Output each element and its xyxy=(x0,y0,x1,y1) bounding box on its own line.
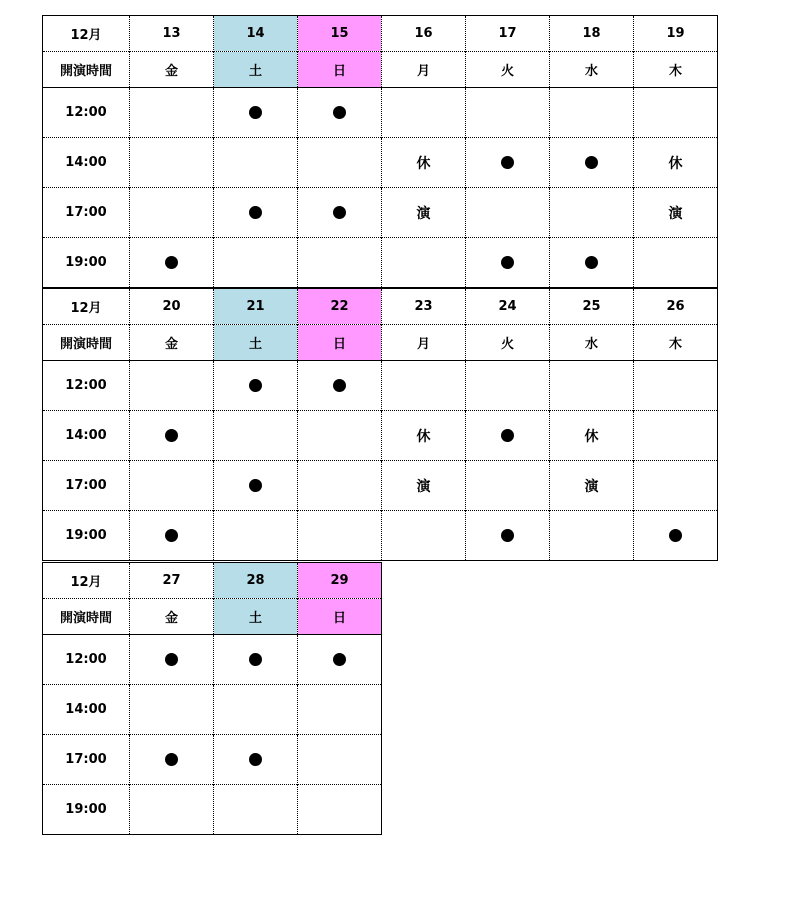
schedule-cell xyxy=(466,188,550,238)
schedule-cell xyxy=(382,511,466,561)
date-header: 14 xyxy=(214,16,298,52)
weekday-header: 木 xyxy=(634,325,718,361)
date-header: 28 xyxy=(214,563,298,599)
date-header: 19 xyxy=(634,16,718,52)
schedule-cell xyxy=(550,138,634,188)
date-header: 20 xyxy=(130,289,214,325)
date-row xyxy=(43,289,718,325)
schedule-cell xyxy=(130,511,214,561)
performance-dot-icon xyxy=(249,653,262,666)
start-time-label: 開演時間 xyxy=(43,52,130,88)
schedule-cell xyxy=(214,635,298,685)
schedule-cell xyxy=(382,138,466,188)
performance-dot-icon xyxy=(585,156,598,169)
time-slot-row xyxy=(43,735,382,785)
schedule-week-1 xyxy=(42,15,718,288)
weekday-header: 土 xyxy=(214,599,298,635)
schedule-cell xyxy=(634,411,718,461)
weekday-header: 土 xyxy=(214,52,298,88)
time-label: 17:00 xyxy=(43,188,130,238)
performance-dot-icon xyxy=(333,653,346,666)
cell-text: 演 xyxy=(416,205,431,222)
schedule-cell xyxy=(382,188,466,238)
performance-dot-icon xyxy=(249,106,262,119)
schedule-cell xyxy=(298,361,382,411)
performance-dot-icon xyxy=(165,653,178,666)
schedule-cell xyxy=(466,88,550,138)
date-header: 16 xyxy=(382,16,466,52)
schedule-cell xyxy=(214,785,298,835)
schedule-week-3 xyxy=(42,562,382,835)
time-label: 12:00 xyxy=(43,88,130,138)
weekday-header: 日 xyxy=(298,599,382,635)
performance-dot-icon xyxy=(165,429,178,442)
weekday-header: 水 xyxy=(550,52,634,88)
schedule-cell xyxy=(130,785,214,835)
schedule-cell xyxy=(214,735,298,785)
cell-text: 演 xyxy=(584,478,599,495)
schedule-cell xyxy=(130,635,214,685)
time-slot-row xyxy=(43,238,718,288)
time-slot-row xyxy=(43,411,718,461)
schedule-cell xyxy=(550,238,634,288)
time-label: 12:00 xyxy=(43,635,130,685)
cell-text: 演 xyxy=(668,205,683,222)
date-header: 13 xyxy=(130,16,214,52)
schedule-cell xyxy=(466,238,550,288)
weekday-header: 日 xyxy=(298,325,382,361)
time-label: 17:00 xyxy=(43,735,130,785)
date-header: 22 xyxy=(298,289,382,325)
month-label: 12月 xyxy=(43,563,130,599)
time-slot-row xyxy=(43,188,718,238)
performance-dot-icon xyxy=(501,256,514,269)
schedule-cell xyxy=(382,238,466,288)
schedule-cell xyxy=(214,238,298,288)
schedule-cell xyxy=(466,461,550,511)
schedule-cell xyxy=(634,238,718,288)
date-header: 27 xyxy=(130,563,214,599)
performance-dot-icon xyxy=(249,753,262,766)
schedule-cell xyxy=(130,735,214,785)
date-header: 26 xyxy=(634,289,718,325)
time-slot-row xyxy=(43,511,718,561)
weekday-header: 日 xyxy=(298,52,382,88)
time-label: 17:00 xyxy=(43,461,130,511)
schedule-cell xyxy=(298,238,382,288)
time-label: 19:00 xyxy=(43,785,130,835)
schedule-cell xyxy=(550,88,634,138)
schedule-cell xyxy=(298,685,382,735)
time-slot-row xyxy=(43,138,718,188)
schedule-cell xyxy=(214,88,298,138)
date-header: 18 xyxy=(550,16,634,52)
time-slot-row xyxy=(43,88,718,138)
performance-dot-icon xyxy=(249,479,262,492)
start-time-label: 開演時間 xyxy=(43,325,130,361)
schedule-cell xyxy=(298,785,382,835)
date-header: 21 xyxy=(214,289,298,325)
schedule-cell xyxy=(214,411,298,461)
weekday-row xyxy=(43,52,718,88)
time-slot-row xyxy=(43,685,382,735)
time-slot-row xyxy=(43,361,718,411)
weekday-header: 土 xyxy=(214,325,298,361)
time-label: 14:00 xyxy=(43,411,130,461)
weekday-header: 木 xyxy=(634,52,718,88)
schedule-cell xyxy=(130,685,214,735)
schedule-cell xyxy=(214,685,298,735)
schedule-cell xyxy=(130,188,214,238)
schedule-cell xyxy=(214,511,298,561)
schedule-cell xyxy=(298,635,382,685)
schedule-cell xyxy=(298,188,382,238)
schedule-cell xyxy=(298,511,382,561)
date-header: 23 xyxy=(382,289,466,325)
month-label: 12月 xyxy=(43,289,130,325)
performance-dot-icon xyxy=(669,529,682,542)
performance-dot-icon xyxy=(249,379,262,392)
weekday-header: 月 xyxy=(382,325,466,361)
performance-dot-icon xyxy=(501,156,514,169)
cell-text: 休 xyxy=(584,428,599,445)
weekday-header: 水 xyxy=(550,325,634,361)
performance-dot-icon xyxy=(333,379,346,392)
cell-text: 演 xyxy=(416,478,431,495)
time-label: 14:00 xyxy=(43,685,130,735)
schedule-cell xyxy=(130,411,214,461)
date-header: 15 xyxy=(298,16,382,52)
schedule-cell xyxy=(130,361,214,411)
schedule-week-2 xyxy=(42,288,718,561)
time-slot-row xyxy=(43,461,718,511)
time-label: 14:00 xyxy=(43,138,130,188)
schedule-cell xyxy=(298,411,382,461)
schedule-cell xyxy=(634,361,718,411)
schedule-cell xyxy=(298,461,382,511)
cell-text: 休 xyxy=(668,155,683,172)
cell-text: 休 xyxy=(416,155,431,172)
date-header: 25 xyxy=(550,289,634,325)
date-header: 17 xyxy=(466,16,550,52)
date-header: 24 xyxy=(466,289,550,325)
performance-dot-icon xyxy=(333,106,346,119)
weekday-header: 金 xyxy=(130,325,214,361)
weekday-header: 金 xyxy=(130,52,214,88)
month-label: 12月 xyxy=(43,16,130,52)
schedule-cell xyxy=(130,138,214,188)
weekday-header: 火 xyxy=(466,52,550,88)
performance-dot-icon xyxy=(165,256,178,269)
schedule-cell xyxy=(130,461,214,511)
schedule-cell xyxy=(298,138,382,188)
schedule-cell xyxy=(550,188,634,238)
schedule-cell xyxy=(214,361,298,411)
cell-text: 休 xyxy=(416,428,431,445)
schedule-cell xyxy=(634,188,718,238)
schedule-cell xyxy=(214,188,298,238)
schedule-cell xyxy=(466,411,550,461)
time-slot-row xyxy=(43,635,382,685)
schedule-cell xyxy=(634,461,718,511)
weekday-row xyxy=(43,599,382,635)
schedule-cell xyxy=(298,735,382,785)
schedule-cell xyxy=(382,461,466,511)
schedule-cell xyxy=(466,138,550,188)
schedule-cell xyxy=(466,361,550,411)
schedule-cell xyxy=(550,511,634,561)
schedule-cell xyxy=(214,461,298,511)
schedule-cell xyxy=(550,411,634,461)
schedule-cell xyxy=(382,411,466,461)
performance-dot-icon xyxy=(585,256,598,269)
schedule-cell xyxy=(550,361,634,411)
time-slot-row xyxy=(43,785,382,835)
date-row xyxy=(43,563,382,599)
performance-dot-icon xyxy=(249,206,262,219)
schedule-cell xyxy=(634,511,718,561)
weekday-row xyxy=(43,325,718,361)
time-label: 19:00 xyxy=(43,511,130,561)
start-time-label: 開演時間 xyxy=(43,599,130,635)
schedule-cell xyxy=(550,461,634,511)
schedule-cell xyxy=(130,238,214,288)
time-label: 12:00 xyxy=(43,361,130,411)
schedule-cell xyxy=(214,138,298,188)
weekday-header: 火 xyxy=(466,325,550,361)
weekday-header: 金 xyxy=(130,599,214,635)
date-row xyxy=(43,16,718,52)
schedule-cell xyxy=(298,88,382,138)
schedule-cell xyxy=(634,88,718,138)
performance-dot-icon xyxy=(501,429,514,442)
performance-dot-icon xyxy=(501,529,514,542)
schedule-cell xyxy=(382,88,466,138)
performance-dot-icon xyxy=(333,206,346,219)
schedule-cell xyxy=(130,88,214,138)
time-label: 19:00 xyxy=(43,238,130,288)
performance-dot-icon xyxy=(165,529,178,542)
schedule-cell xyxy=(466,511,550,561)
date-header: 29 xyxy=(298,563,382,599)
performance-dot-icon xyxy=(165,753,178,766)
weekday-header: 月 xyxy=(382,52,466,88)
schedule-cell xyxy=(634,138,718,188)
schedule-cell xyxy=(382,361,466,411)
